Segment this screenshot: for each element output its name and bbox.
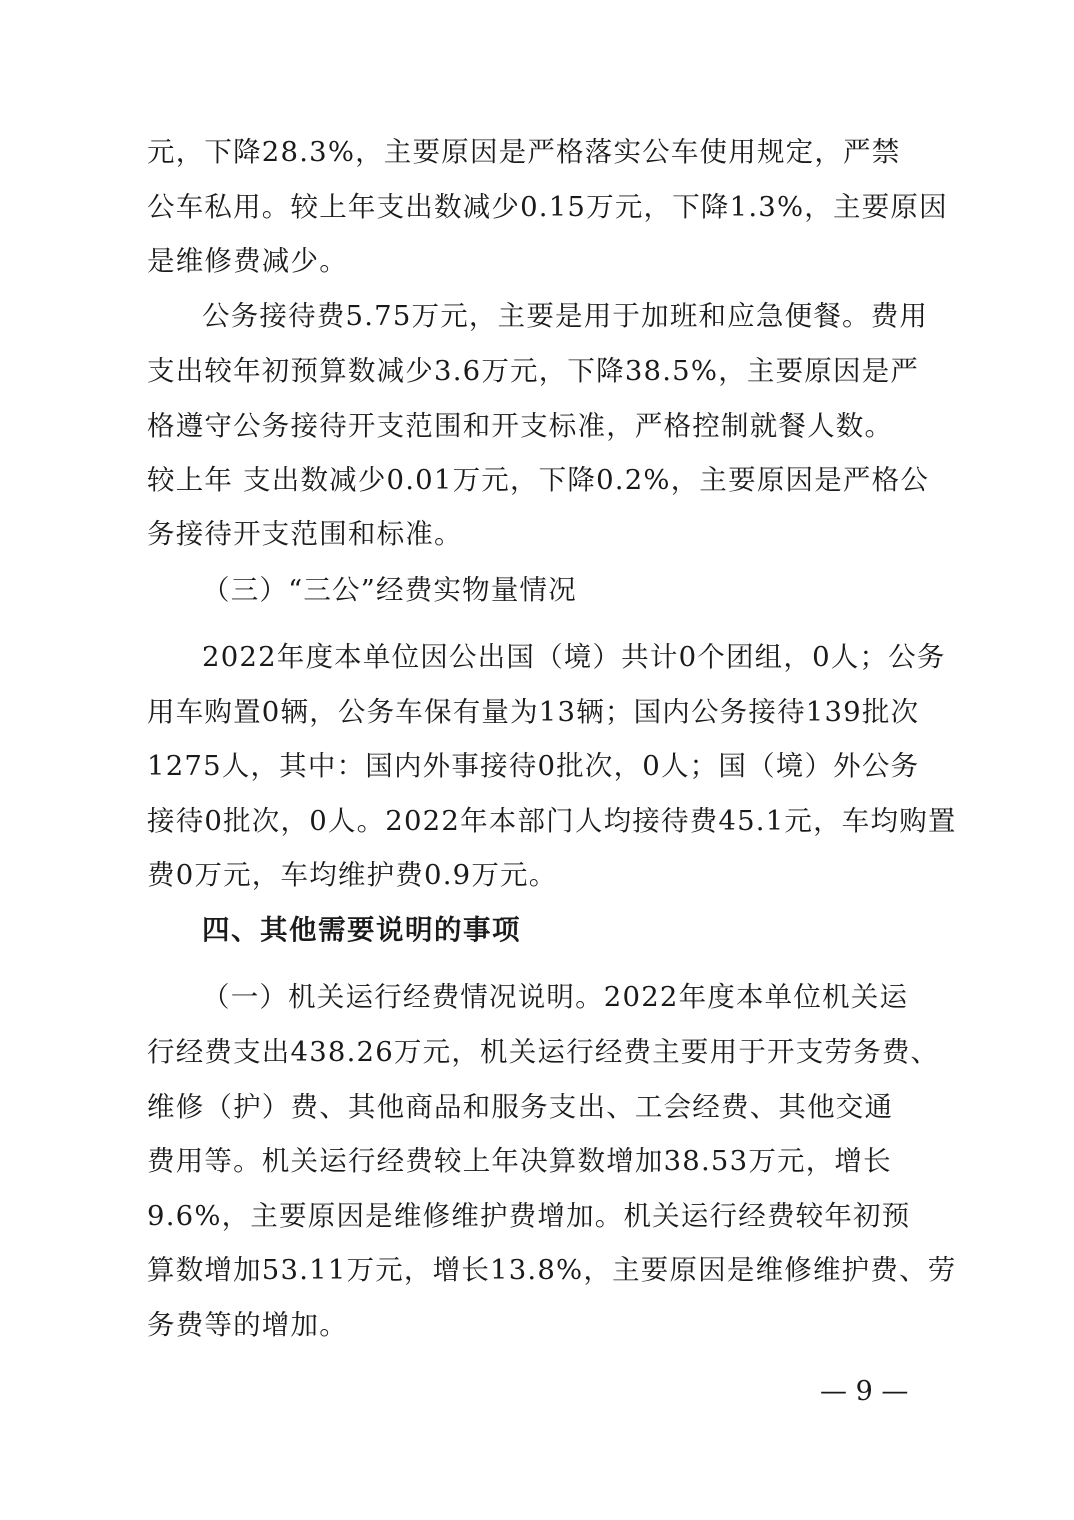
paragraph-line: 算数增加53.11万元，增长13.8%，主要原因是维修维护费、劳: [147, 1254, 957, 1286]
paragraph-line: 较上年 支出数减少0.01万元，下降0.2%，主要原因是严格公: [147, 464, 930, 496]
page-number: — 9 —: [820, 1376, 909, 1407]
section-heading: 四、其他需要说明的事项: [202, 914, 521, 946]
paragraph-line: 接待0批次，0人。2022年本部门人均接待费45.1元，车均购置: [147, 805, 957, 837]
paragraph-line: 公车私用。较上年支出数减少0.15万元，下降1.3%，主要原因: [147, 191, 948, 223]
paragraph-line: 用车购置0辆，公务车保有量为13辆；国内公务接待139批次: [147, 696, 920, 728]
paragraph-line: 是维修费减少。: [147, 245, 348, 277]
paragraph-line: 公务接待费5.75万元，主要是用于加班和应急便餐。费用: [202, 300, 929, 332]
paragraph-line: 维修（护）费、其他商品和服务支出、工会经费、其他交通: [147, 1091, 894, 1123]
paragraph-line: 元，下降28.3%，主要原因是严格落实公车使用规定，严禁: [147, 136, 901, 168]
paragraph-line: （一）机关运行经费情况说明。2022年度本单位机关运: [202, 981, 909, 1013]
paragraph-line: 务接待开支范围和标准。: [147, 518, 463, 550]
section-subheading: （三）“三公”经费实物量情况: [202, 574, 577, 606]
paragraph-line: 2022年度本单位因公出国（境）共计0个团组，0人；公务: [202, 641, 946, 673]
paragraph-line: 格遵守公务接待开支范围和开支标准，严格控制就餐人数。: [147, 410, 894, 442]
paragraph-line: 费用等。机关运行经费较上年决算数增加38.53万元，增长: [147, 1145, 892, 1177]
paragraph-line: 9.6%，主要原因是维修维护费增加。机关运行经费较年初预: [147, 1200, 911, 1232]
paragraph-line: 费0万元，车均维护费0.9万元。: [147, 859, 558, 891]
paragraph-line: 支出较年初预算数减少3.6万元，下降38.5%，主要原因是严: [147, 355, 920, 387]
paragraph-line: 务费等的增加。: [147, 1309, 348, 1341]
paragraph-line: 行经费支出438.26万元，机关运行经费主要用于开支劳务费、: [147, 1036, 940, 1068]
paragraph-line: 1275人，其中：国内外事接待0批次，0人；国（境）外公务: [147, 750, 920, 782]
